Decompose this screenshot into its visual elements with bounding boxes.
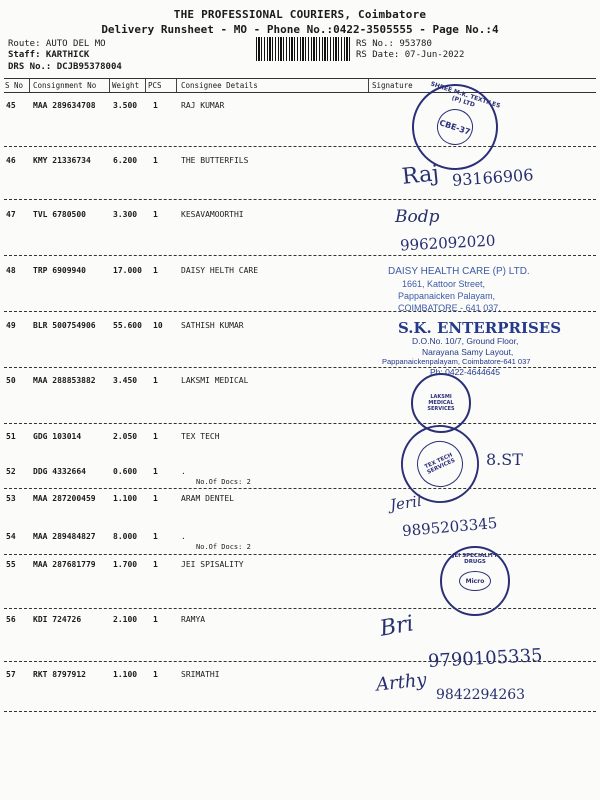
row-consignment: TVL 6780500 xyxy=(33,210,86,219)
rs-number: RS No.: 953780 xyxy=(356,39,432,49)
sk-stamp-line: D.O.No. 10/7, Ground Floor, xyxy=(412,336,519,346)
row-weight: 55.600 xyxy=(113,321,142,330)
row-consignee: JEI SPISALITY xyxy=(181,560,244,569)
row-consignee: . xyxy=(181,467,186,476)
row-consignment: MAA 287200459 xyxy=(33,494,96,503)
laksmi-stamp-ring: LAKSMI MEDICAL SERVICES xyxy=(427,394,455,412)
row-sno: 49 xyxy=(6,321,16,330)
row-divider xyxy=(4,255,596,256)
col-divider xyxy=(29,79,30,92)
row-pcs: 1 xyxy=(153,101,158,110)
jei-stamp-center: Micro xyxy=(459,571,491,591)
row-consignee: LAKSMI MEDICAL xyxy=(181,376,249,385)
row-pcs: 1 xyxy=(153,266,158,275)
signature-icon: Raj xyxy=(400,161,441,190)
row-consignment: TRP 6909940 xyxy=(33,266,86,275)
row-weight: 2.050 xyxy=(113,432,138,441)
jei-speciality-stamp xyxy=(440,546,510,616)
daisy-stamp-line: 1661, Kattoor Street, xyxy=(402,279,486,289)
rs-date: RS Date: 07-Jun-2022 xyxy=(356,50,465,60)
handwritten-phone: 9895203345 xyxy=(401,513,499,541)
row-consignment: DDG 4332664 xyxy=(33,467,86,476)
row-sno: 46 xyxy=(6,156,16,165)
staff-label: Staff: KARTHICK xyxy=(8,50,90,60)
row-sno: 57 xyxy=(6,670,16,679)
row-sno: 56 xyxy=(6,615,16,624)
textiles-stamp-center: CBE-37 xyxy=(432,104,477,149)
row-divider xyxy=(4,146,596,147)
handwritten-phone: 93166906 xyxy=(451,165,535,190)
row-sno: 55 xyxy=(6,560,16,569)
row-pcs: 1 xyxy=(153,532,158,541)
col-pcs: PCS xyxy=(148,81,162,90)
row-pcs: 1 xyxy=(153,670,158,679)
row-weight: 6.200 xyxy=(113,156,138,165)
row-consignment: KDI 724726 xyxy=(33,615,82,624)
row-consignment: MAA 288853882 xyxy=(33,376,96,385)
row-pcs: 1 xyxy=(153,156,158,165)
company-title: THE PROFESSIONAL COURIERS, Coimbatore xyxy=(173,8,427,21)
row-consignment: MAA 289634708 xyxy=(33,101,96,110)
sk-stamp-line: Ph: 0422-4644645 xyxy=(430,367,500,377)
col-signature: Signature xyxy=(372,81,413,90)
row-consignment: BLR 500754906 xyxy=(33,321,96,330)
row-pcs: 1 xyxy=(153,494,158,503)
tex-tech-stamp-ring: TEX TECH SERVICES xyxy=(409,433,470,494)
col-divider xyxy=(176,79,177,92)
row-consignee: SRIMATHI xyxy=(181,670,220,679)
row-pcs: 1 xyxy=(153,432,158,441)
row-consignee: RAJ KUMAR xyxy=(181,101,225,110)
row-pcs: 10 xyxy=(153,321,163,330)
row-divider xyxy=(4,711,596,712)
signature-icon: Bodp xyxy=(395,207,440,227)
drs-number: DRS No.: DCJB95378004 xyxy=(8,62,122,72)
sk-stamp-name: S.K. ENTERPRISES xyxy=(398,319,562,337)
row-weight: 3.500 xyxy=(113,101,138,110)
row-sno: 53 xyxy=(6,494,16,503)
row-consignment: MAA 289484827 xyxy=(33,532,96,541)
daisy-stamp-line: Pappanaicken Palayam, xyxy=(398,291,496,301)
row-consignee: RAMYA xyxy=(181,615,206,624)
row-divider xyxy=(4,311,596,312)
row-weight: 8.000 xyxy=(113,532,138,541)
row-divider xyxy=(4,608,596,609)
row-consignee: . xyxy=(181,532,186,541)
row-sno: 48 xyxy=(6,266,16,275)
row-consignee: SATHISH KUMAR xyxy=(181,321,244,330)
row-consignee: THE BUTTERFILS xyxy=(181,156,249,165)
handwritten-phone: 9790105335 xyxy=(427,645,544,672)
row-divider xyxy=(4,423,596,424)
header-rule-top xyxy=(4,78,596,79)
row-sno: 45 xyxy=(6,101,16,110)
header-rule-bottom xyxy=(4,92,596,93)
row-pcs: 1 xyxy=(153,376,158,385)
col-consignment: Consignment No xyxy=(33,81,97,90)
signature-icon: Bri xyxy=(378,611,416,642)
signature-icon: Jeril xyxy=(388,491,423,515)
row-divider xyxy=(4,488,596,489)
col-divider xyxy=(368,79,369,92)
row-weight: 0.600 xyxy=(113,467,138,476)
daisy-stamp-line: COIMBATORE - 641 037. xyxy=(398,303,501,313)
row-sno: 54 xyxy=(6,532,16,541)
sk-stamp-line: Pappanaickenpalayam, Coimbatore-641 037 xyxy=(382,357,531,366)
signature-icon: Arthy xyxy=(375,669,428,696)
row-consignment: MAA 287681779 xyxy=(33,560,96,569)
row-weight: 3.300 xyxy=(113,210,138,219)
row-sno: 50 xyxy=(6,376,16,385)
row-divider xyxy=(4,367,596,368)
row-divider xyxy=(4,199,596,200)
jei-stamp-ring: JEI SPECIALITY DRUGS xyxy=(452,553,498,565)
daisy-stamp-line: DAISY HEALTH CARE (P) LTD. xyxy=(388,266,530,277)
runsheet-subtitle: Delivery Runsheet - MO - Phone No.:0422-3505555 - Page No.:4 xyxy=(101,23,499,36)
row-weight: 1.700 xyxy=(113,560,138,569)
textiles-stamp-ring: SHREE M.K. TEXTILES (P) LTD xyxy=(429,80,502,110)
row-consignee: TEX TECH xyxy=(181,432,220,441)
row-weight: 1.100 xyxy=(113,494,138,503)
barcode-icon xyxy=(256,37,352,61)
col-consignee: Consignee Details xyxy=(181,81,258,90)
row-consignment: RKT 8797912 xyxy=(33,670,86,679)
row-sno: 51 xyxy=(6,432,16,441)
row-pcs: 1 xyxy=(153,210,158,219)
row-sno: 47 xyxy=(6,210,16,219)
row-consignment: GDG 103014 xyxy=(33,432,82,441)
row-pcs: 1 xyxy=(153,467,158,476)
row-pcs: 1 xyxy=(153,560,158,569)
row-weight: 1.100 xyxy=(113,670,138,679)
col-sno: S No xyxy=(5,81,24,90)
docs-count: No.Of Docs: 2 xyxy=(196,543,251,551)
row-weight: 2.100 xyxy=(113,615,138,624)
row-consignee: ARAM DENTEL xyxy=(181,494,234,503)
row-weight: 3.450 xyxy=(113,376,138,385)
sk-stamp-line: Narayana Samy Layout, xyxy=(422,347,514,357)
row-consignee: KESAVAMOORTHI xyxy=(181,210,244,219)
col-weight: Weight xyxy=(112,81,140,90)
row-pcs: 1 xyxy=(153,615,158,624)
col-divider xyxy=(145,79,146,92)
row-consignee: DAISY HELTH CARE xyxy=(181,266,259,275)
docs-count: No.Of Docs: 2 xyxy=(196,478,251,486)
row-consignment: KMY 21336734 xyxy=(33,156,91,165)
handwritten-phone: 9842294263 xyxy=(436,687,526,703)
route-label: Route: AUTO DEL MO xyxy=(8,39,106,49)
col-divider xyxy=(109,79,110,92)
row-weight: 17.000 xyxy=(113,266,142,275)
row-sno: 52 xyxy=(6,467,16,476)
handwritten-phone: 8.ST xyxy=(486,450,523,469)
handwritten-phone: 9962092020 xyxy=(399,231,496,255)
